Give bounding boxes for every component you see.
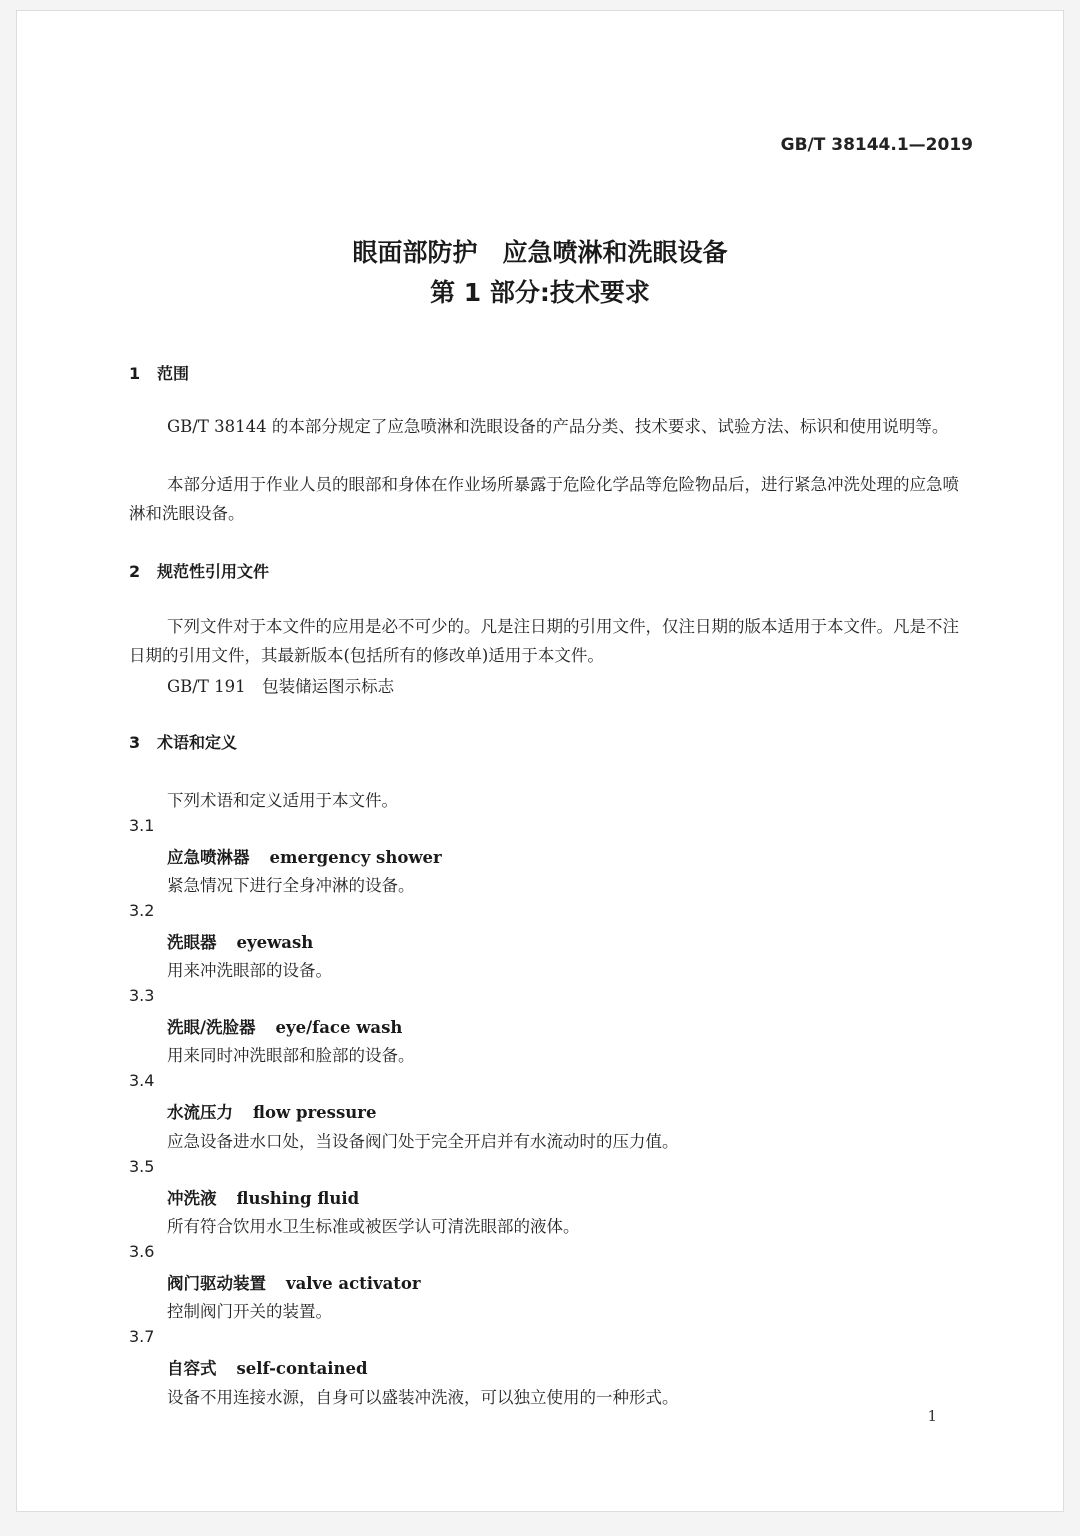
paragraph: 下列文件对于本文件的应用是必不可少的。凡是注日期的引用文件，仅注日期的版本适用于本文件。凡是不注日期的引用文件，其最新版本(包括所有的修改单)适用于本文件。 xyxy=(129,617,959,665)
term-heading xyxy=(167,1014,402,1038)
document-page xyxy=(16,10,1064,1512)
term-number: 3.1 xyxy=(129,816,155,835)
term-heading xyxy=(167,1185,359,1209)
term-definition: 紧急情况下进行全身冲淋的设备。 xyxy=(167,876,415,895)
section-title: 规范性引用文件 xyxy=(157,562,270,581)
section-title: 术语和定义 xyxy=(157,733,238,752)
term-number: 3.7 xyxy=(129,1327,155,1346)
paragraph: GB/T 38144 的本部分规定了应急喷淋和洗眼设备的产品分类、技术要求、试验方法、标识和使用说明等。 xyxy=(167,417,949,436)
term-definition: 应急设备进水口处，当设备阀门处于完全开启并有水流动时的压力值。 xyxy=(167,1132,679,1151)
term-en: flushing fluid xyxy=(236,1189,360,1208)
standard-number: GB/T 38144.1—2019 xyxy=(780,135,973,155)
term-zh: 洗眼/洗脸器 xyxy=(167,1018,256,1037)
term-definition: 用来冲洗眼部的设备。 xyxy=(167,961,332,980)
section-title: 范围 xyxy=(157,364,190,383)
paragraph: 本部分适用于作业人员的眼部和身体在作业场所暴露于危险化学品等危险物品后，进行紧急冲洗处理的应急喷淋和洗眼设备。 xyxy=(129,475,959,523)
term-zh: 应急喷淋器 xyxy=(167,848,250,867)
term-heading xyxy=(167,844,442,868)
term-en: valve activator xyxy=(286,1274,421,1293)
term-heading xyxy=(167,1270,421,1294)
section-number: 2 xyxy=(129,562,141,581)
term-zh: 自容式 xyxy=(167,1359,217,1378)
section-heading-1 xyxy=(129,361,189,384)
term-en: eye/face wash xyxy=(275,1018,403,1037)
section-heading-3 xyxy=(129,730,237,753)
term-definition: 所有符合饮用水卫生标准或被医学认可清洗眼部的液体。 xyxy=(167,1217,580,1236)
term-definition: 设备不用连接水源，自身可以盛装冲洗液，可以独立使用的一种形式。 xyxy=(167,1388,679,1407)
term-en: emergency shower xyxy=(269,848,442,867)
term-number: 3.5 xyxy=(129,1157,155,1176)
term-definition: 用来同时冲洗眼部和脸部的设备。 xyxy=(167,1046,415,1065)
term-en: self-contained xyxy=(236,1359,368,1378)
term-heading xyxy=(167,1355,368,1379)
term-number: 3.4 xyxy=(129,1071,155,1090)
term-heading xyxy=(167,1099,376,1123)
section-number: 1 xyxy=(129,364,141,383)
term-en: flow pressure xyxy=(253,1103,377,1122)
term-number: 3.3 xyxy=(129,986,155,1005)
section-intro: 下列术语和定义适用于本文件。 xyxy=(167,791,398,810)
term-zh: 阀门驱动装置 xyxy=(167,1274,266,1293)
term-zh: 洗眼器 xyxy=(167,933,217,952)
reference-entry: GB/T 191 包装储运图示标志 xyxy=(167,677,395,696)
term-number: 3.2 xyxy=(129,901,155,920)
title-line-1: 眼面部防护 应急喷淋和洗眼设备 xyxy=(352,238,728,267)
term-definition: 控制阀门开关的装置。 xyxy=(167,1302,332,1321)
term-en: eyewash xyxy=(236,933,314,952)
page-number: 1 xyxy=(927,1407,937,1425)
section-number: 3 xyxy=(129,733,141,752)
term-number: 3.6 xyxy=(129,1242,155,1261)
term-heading xyxy=(167,929,313,953)
title-line-2: 第 1 部分:技术要求 xyxy=(430,278,650,307)
term-zh: 水流压力 xyxy=(167,1103,233,1122)
term-zh: 冲洗液 xyxy=(167,1189,217,1208)
section-heading-2 xyxy=(129,559,269,582)
